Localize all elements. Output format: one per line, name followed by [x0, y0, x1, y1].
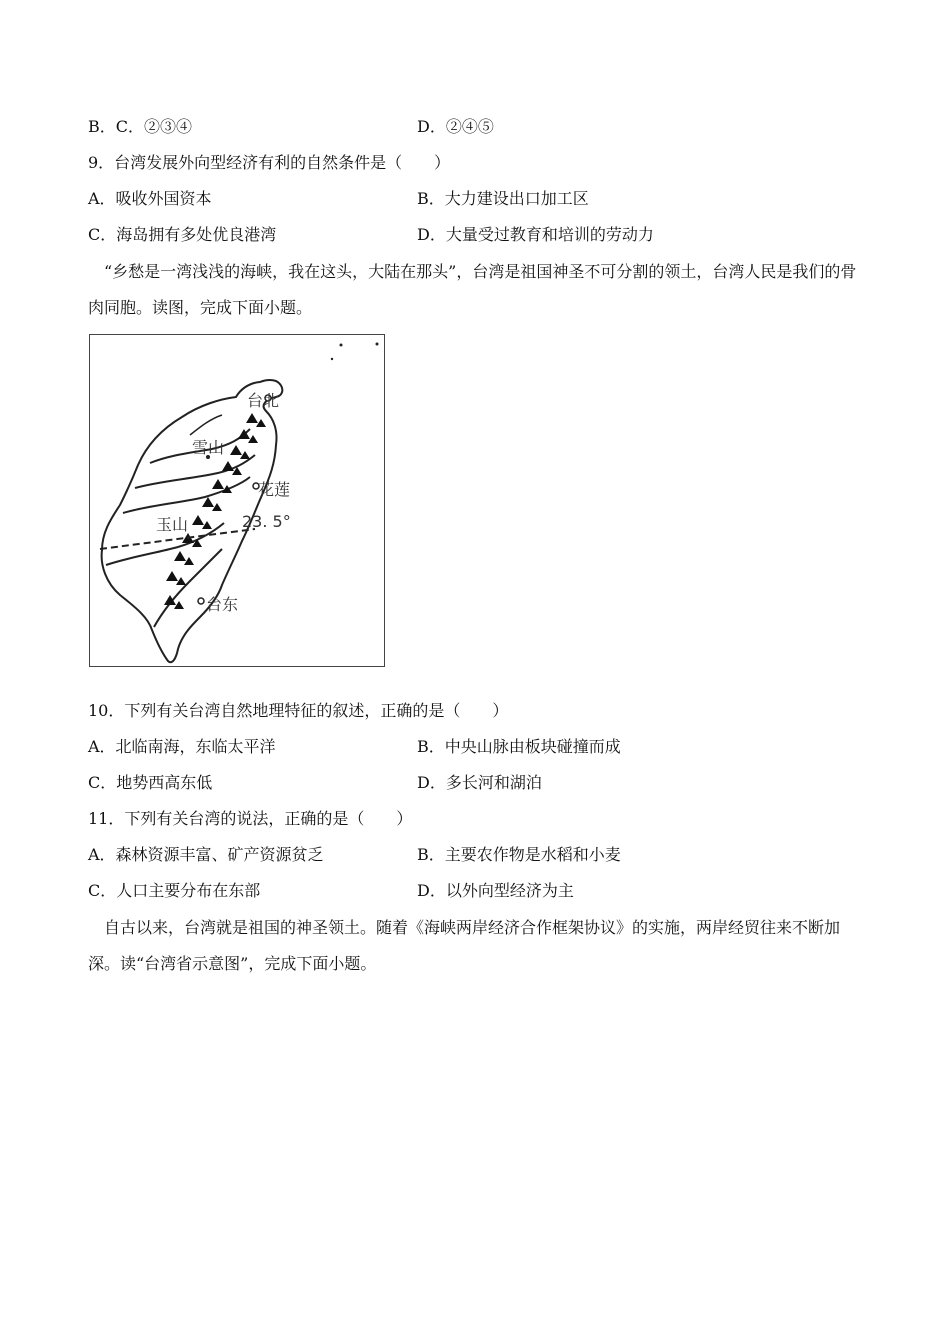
- taiwan-map-graphic: [90, 335, 386, 668]
- q11-option-d: D．以外向型经济为主: [417, 881, 574, 900]
- q9-option-b: B．大力建设出口加工区: [417, 189, 589, 208]
- q10-option-d: D．多长河和湖泊: [417, 773, 542, 792]
- q9-stem: 9．台湾发展外向型经济有利的自然条件是（ ）: [88, 153, 451, 172]
- taiwan-map: [89, 334, 385, 667]
- q8-option-d: D．②④⑤: [417, 117, 494, 136]
- q10-option-b: B．中央山脉由板块碰撞而成: [417, 737, 621, 756]
- q10-option-c: C．地势西高东低: [88, 773, 213, 792]
- q11-option-a: A．森林资源丰富、矿产资源贫乏: [88, 845, 324, 864]
- q8-option-b: B．C．②③④: [88, 117, 193, 136]
- q9-option-d: D．大量受过教育和培训的劳动力: [417, 225, 654, 244]
- q11-option-b: B．主要农作物是水稻和小麦: [417, 845, 621, 864]
- label-hualien: 花莲: [258, 480, 291, 499]
- q11-option-c: C．人口主要分布在东部: [88, 881, 261, 900]
- q11-stem: 11．下列有关台湾的说法，正确的是（ ）: [88, 809, 413, 828]
- q9-option-a: A．吸收外国资本: [88, 189, 212, 208]
- label-taipei: 台北: [247, 391, 280, 410]
- passage-1: “乡愁是一湾浅浅的海峡，我在这头，大陆在那头”，台湾是祖国神圣不可分割的领土，台湾人民是我们的骨肉同胞。读图，完成下面小题。: [88, 262, 857, 317]
- label-latitude: 23. 5°: [242, 512, 291, 531]
- q10-stem: 10．下列有关台湾自然地理特征的叙述，正确的是（ ）: [88, 701, 509, 720]
- q9-option-c: C．海岛拥有多处优良港湾: [88, 225, 277, 244]
- label-yushan: 玉山: [156, 515, 189, 534]
- label-taitung: 台东: [206, 595, 239, 614]
- q10-option-a: A．北临南海，东临太平洋: [88, 737, 276, 756]
- passage-2: 自古以来，台湾就是祖国的神圣领土。随着《海峡两岸经济合作框架协议》的实施，两岸经贸往来不断加深。读“台湾省示意图”，完成下面小题。: [88, 918, 841, 973]
- label-xueshan: 雪山: [192, 438, 225, 457]
